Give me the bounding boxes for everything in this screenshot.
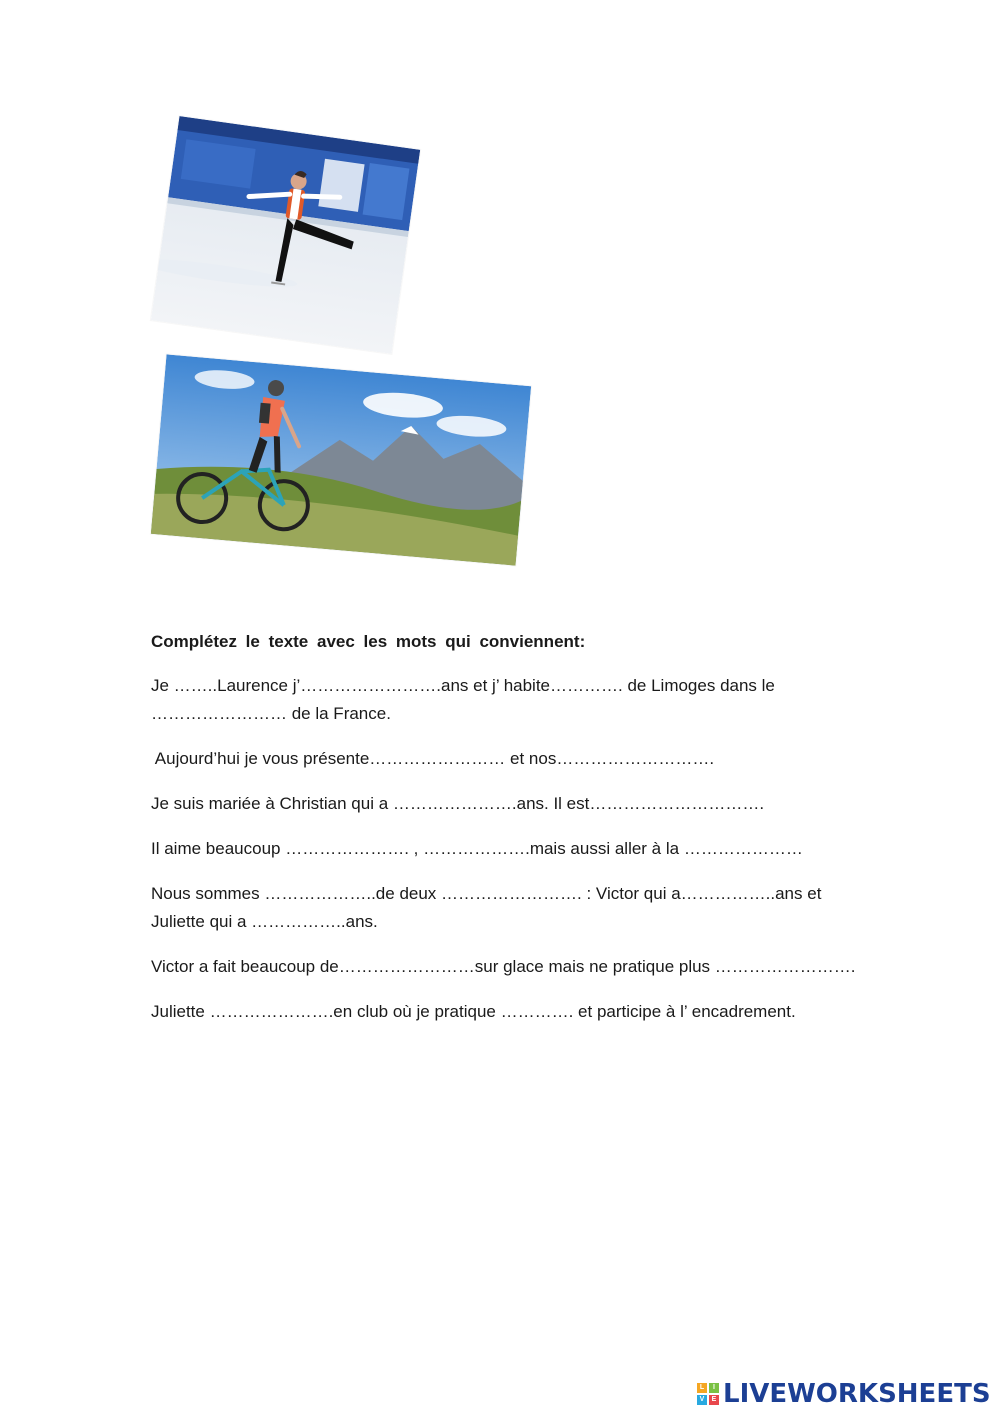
worksheet-line-4: Il aime beaucoup …………………. , ……………….mais aussi aller à la …………………: [151, 839, 803, 858]
worksheet-line-1: Je ……..Laurence j’…………………….ans et j’ habite…………. de Limoges dans le …………………… de la France.: [151, 676, 775, 723]
worksheet-line-5: Nous sommes ………………..de deux ……………………. : Victor qui a……………..ans et Juliette qui a ……………..ans.: [151, 884, 822, 931]
liveworksheets-logo: [697, 1378, 991, 1410]
worksheet: [151, 628, 871, 1043]
logo-letter-v: V: [697, 1395, 707, 1405]
worksheet-line-6: Victor a fait beaucoup de……………………sur glace mais ne pratique plus …………………….: [151, 957, 856, 976]
skater-photo: [151, 116, 420, 354]
worksheet-line-2: Aujourd’hui je vous présente…………………… et nos……………………….: [151, 749, 715, 768]
logo-letter-l: L: [697, 1383, 707, 1393]
cyclist-photo: [151, 354, 531, 565]
mountain-bike-icon: [151, 354, 531, 565]
logo-letter-i: I: [709, 1383, 719, 1393]
logo-blocks-icon: [697, 1383, 719, 1405]
worksheet-line-3: Je suis mariée à Christian qui a ………………….ans. Il est………………………….: [151, 794, 765, 813]
instruction-heading: Complétez le texte avec les mots qui conviennent:: [151, 632, 586, 651]
worksheet-line-7: Juliette ………………….en club où je pratique …………. et participe à l’ encadrement.: [151, 1002, 796, 1021]
figure-skater-icon: [151, 116, 420, 354]
logo-letter-e: E: [709, 1395, 719, 1405]
logo-text: LIVEWORKSHEETS: [723, 1379, 991, 1409]
